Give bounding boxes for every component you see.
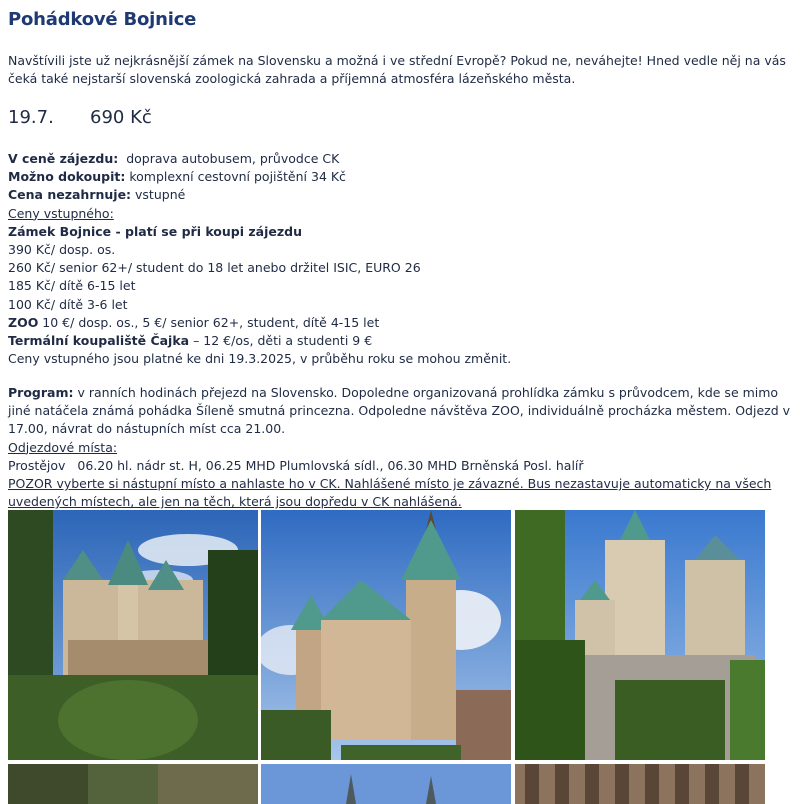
excluded-label: Cena nezahrnuje: <box>8 187 132 203</box>
castle-photo-5[interactable] <box>261 764 511 804</box>
validity-note: Ceny vstupného jsou platné ke dni 19.3.2025, v průběhu roku se mohou změnit. <box>8 351 512 367</box>
program-text: Program: v ranních hodinách přejezd na Slovensko. Dopoledne organizovaná prohlídka zámku s průvodcem, kde se mimo jiné natáčela známá pohádka Šíleně smutná princezna. Odpoledne návštěva ZOO, individuálně procházka městem. Odjezd v 17.00, návrat do nástupních míst cca 21.00. <box>8 385 791 437</box>
date-price-row <box>8 107 152 128</box>
zoo-row <box>8 314 792 332</box>
notice-text: POZOR vyberte si nástupní místo a nahlaste ho v CK. Nahlášené místo je závazné. Bus nezastavuje automaticky na všech uvedených místech, ale jen na těch, která jsou dopředu v CK nahlášená. <box>8 476 772 510</box>
optional-row <box>8 168 792 186</box>
zoo-value: 10 €/ dosp. os., 5 €/ senior 62+, student, dítě 4-15 let <box>38 314 380 330</box>
departures-list: Prostějov 06.20 hl. nádr st. H, 06.25 MHD Plumlovská sídl., 06.30 MHD Brněnská Posl. halíř <box>8 457 584 473</box>
included-label: V ceně zájezdu: <box>8 151 119 166</box>
excluded-value: vstupné <box>131 187 186 203</box>
excluded-row <box>8 186 792 204</box>
included-row <box>8 150 792 168</box>
pool-value: – 12 €/os, děti a studenti 9 € <box>189 333 373 349</box>
intro-text: Navštívili jste už nejkrásnější zámek na Slovensku a možná i ve střední Evropě? Pokud ne, neváhejte! Hned vedle něj na vás čeká také nejstarší slovenská zoologická zahrada a příjemná atmosféra lázeňského města. <box>8 53 786 86</box>
pool-label: Termální koupaliště Čajka <box>8 333 190 349</box>
included-value: doprava autobusem, průvodce CK <box>118 151 340 166</box>
castle-photo-6[interactable] <box>515 764 765 804</box>
castle-price-senior: 260 Kč/ senior 62+/ student do 18 let anebo držitel ISIC, EURO 26 <box>8 260 421 276</box>
castle-photo-3[interactable] <box>515 510 765 760</box>
departures-heading: Odjezdové místa: <box>8 439 118 455</box>
optional-label: Možno dokoupit: <box>8 169 126 185</box>
castle-price-adult: 390 Kč/ dosp. os. <box>8 242 116 258</box>
program-section <box>8 384 792 511</box>
castle-photo-1[interactable] <box>8 510 258 760</box>
trip-details <box>8 150 792 368</box>
castle-photo-2[interactable] <box>261 510 511 760</box>
trip-price: 690 Kč <box>90 107 152 128</box>
pool-row <box>8 332 792 350</box>
zoo-label: ZOO <box>8 314 39 330</box>
fees-heading: Ceny vstupného: <box>8 205 114 221</box>
castle-price-child-3-6: 100 Kč/ dítě 3-6 let <box>8 296 128 312</box>
program-label: Program: <box>8 385 74 400</box>
page-title: Pohádkové Bojnice <box>8 9 197 30</box>
castle-photo-4[interactable] <box>8 764 258 804</box>
optional-value: komplexní cestovní pojištění 34 Kč <box>125 169 346 185</box>
castle-heading: Zámek Bojnice - platí se při koupi zájezdu <box>8 223 302 239</box>
trip-date: 19.7. <box>8 107 54 128</box>
castle-price-child-6-15: 185 Kč/ dítě 6-15 let <box>8 278 136 294</box>
